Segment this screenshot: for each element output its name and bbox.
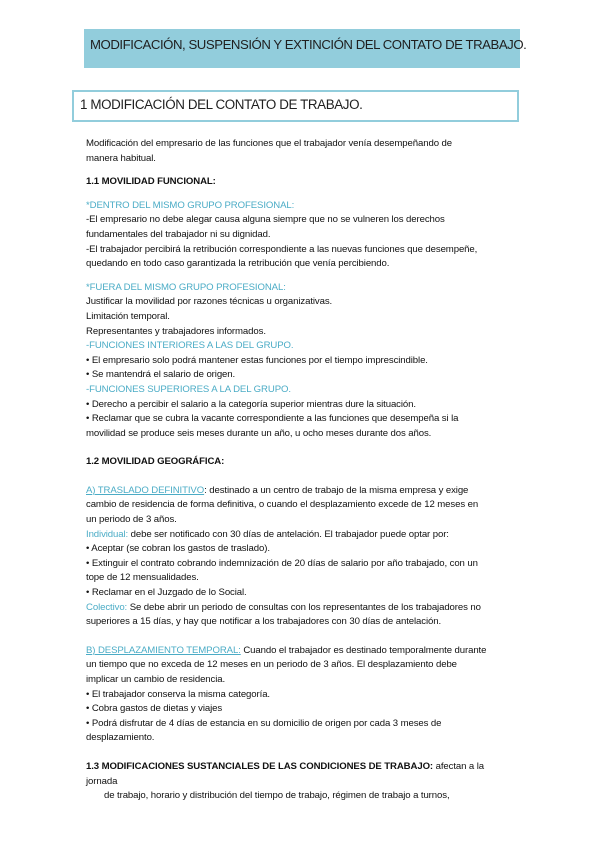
group-heading-mismo: *DENTRO DEL MISMO GRUPO PROFESIONAL: [86, 199, 295, 211]
bullet-line: • Aceptar (se cobran los gastos de traslado). [86, 543, 270, 555]
paragraph-line: Colectivo: Se debe abrir un periodo de consultas con los representantes de los trabajadores no [86, 601, 481, 613]
label-colectivo: Colectivo: [86, 601, 128, 613]
intro-line: Modificación del empresario de las funciones que el trabajador venía desempeñando de [86, 138, 452, 149]
subheading-modificaciones-sustanciales: 1.3 MODIFICACIONES SUSTANCIALES DE LAS CONDICIONES DE TRABAJO: afectan a la jornada [86, 760, 485, 787]
paragraph-line: B) DESPLAZAMIENTO TEMPORAL: Cuando el trabajador es destinado temporalmente durante [86, 644, 487, 656]
paragraph-line: Limitación temporal. [86, 310, 170, 322]
bullet-line: • El empresario solo podrá mantener estas funciones por el tiempo imprescindible. [86, 354, 428, 366]
paragraph-line: Representantes y trabajadores informados. [86, 325, 266, 337]
bullet-line: • Reclamar en el Juzgado de lo Social. [86, 587, 247, 599]
paragraph-line: Justificar la movilidad por razones técnicas u organizativas. [86, 296, 333, 308]
paragraph-line: de trabajo, horario y distribución del tiempo de trabajo, régimen de trabajo a turnos, [104, 790, 450, 802]
bullet-line: • El trabajador conserva la misma categoría. [86, 688, 270, 700]
paragraph-line: un periodo de 3 años. [86, 514, 177, 526]
section-heading: 1 MODIFICACIÓN DEL CONTATO DE TRABAJO. [80, 97, 363, 112]
paragraph-line: superiores a 15 días, y hay que notificar a los trabajadores con 30 días de antelación. [86, 616, 442, 628]
paragraph-line: A) TRASLADO DEFINITIVO: destinado a un centro de trabajo de la misma empresa y exige [86, 484, 469, 496]
bullet-line: • Podrá disfrutar de 4 días de estancia en su domicilio de origen por cada 3 meses de [86, 717, 442, 729]
label-desplazamiento-temporal: B) DESPLAZAMIENTO TEMPORAL: [86, 644, 241, 656]
bullet-line: • Extinguir el contrato cobrando indemnización de 20 días de salario por año trabajado, con un [86, 557, 478, 569]
paragraph-line: -El empresario no debe alegar causa alguna siempre que no se vulneren los derechos [86, 214, 445, 226]
paragraph-line: un tiempo que no exceda de 12 meses en un periodo de 3 años. El desplazamiento debe [86, 659, 457, 671]
subheading-movilidad-funcional: 1.1 MOVILIDAD FUNCIONAL: [86, 176, 216, 188]
bullet-line: • Cobra gastos de dietas y viajes [86, 703, 223, 715]
intro-line: manera habitual. [86, 152, 156, 164]
paragraph-line: fundamentales del trabajador ni su dignidad. [86, 228, 271, 240]
subheading-movilidad-geografica: 1.2 MOVILIDAD GEOGRÁFICA: [86, 456, 225, 468]
bullet-line: • Reclamar que se cubra la vacante correspondiente a las funciones que desempeña si la [86, 413, 459, 425]
paragraph-line: -El trabajador percibirá la retribución correspondiente a las nuevas funciones que desempeñe, [86, 243, 478, 255]
bullet-line: tope de 12 mensualidades. [86, 572, 199, 584]
label-traslado-definitivo: A) TRASLADO DEFINITIVO [86, 484, 205, 496]
functions-heading-inferiores: -FUNCIONES INTERIORES A LAS DEL GRUPO. [86, 340, 294, 352]
bullet-line: • Derecho a percibir el salario a la categoría superior mientras dure la situación. [86, 398, 416, 410]
document-title: MODIFICACIÓN, SUSPENSIÓN Y EXTINCIÓN DEL CONTATO DE TRABAJO. [90, 37, 527, 52]
functions-heading-superiores: -FUNCIONES SUPERIORES A LA DEL GRUPO. [86, 383, 291, 395]
document-title-banner [84, 29, 527, 68]
section-heading-box [72, 90, 519, 122]
bullet-line: • Se mantendrá el salario de origen. [86, 369, 236, 381]
group-heading-fuera: *FUERA DEL MISMO GRUPO PROFESIONAL: [86, 281, 286, 293]
paragraph-line: implicar un cambio de residencia. [86, 674, 226, 685]
paragraph-line: quedando en todo caso garantizada la retribución que venía percibiendo. [86, 258, 390, 270]
paragraph-line: Individual: debe ser notificado con 30 días de antelación. El trabajador puede optar por: [86, 528, 449, 540]
label-individual: Individual: [86, 528, 129, 540]
paragraph-line: cambio de residencia de forma definitiva, o cuando el desplazamiento excede de 12 meses en [86, 499, 479, 511]
bullet-line: desplazamiento. [86, 732, 155, 744]
bullet-line: movilidad se produce seis meses durante un año, u ocho meses durante dos años. [86, 427, 432, 439]
document-body [86, 137, 516, 804]
